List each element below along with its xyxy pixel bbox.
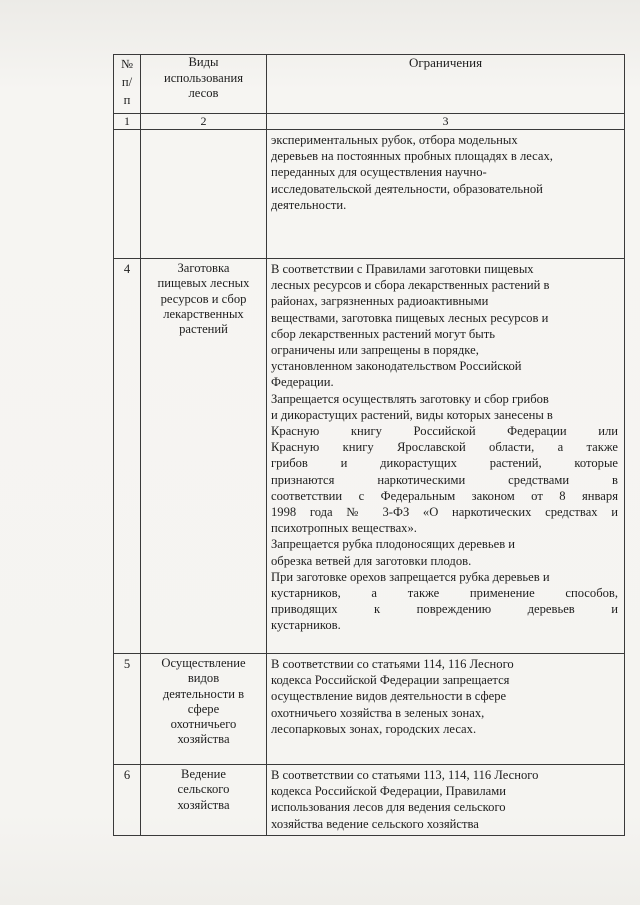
header-number: № п/ п — [114, 55, 141, 114]
row-kind — [141, 130, 267, 259]
column-number: 3 — [267, 114, 625, 130]
row-limits-text: экспериментальных рубок, отбора модельных деревьев на постоянных пробных площадях в лесах, переданных для осуществления научно- исследовательской деятельности, образовательной деятельности. — [267, 130, 625, 259]
column-number-row — [114, 114, 625, 130]
column-number: 1 — [114, 114, 141, 130]
table-header-row — [114, 55, 625, 114]
row-limits-text: В соответствии с Правилами заготовки пищевых лесных ресурсов и сбора лекарственных растений в районах, загрязненных радиоактивными веществами, заготовка пищевых лесных ресурсов и сбор лекарственных растений могут быть ограничены или запрещены в порядке, установленном законодательством Российской Федерации. Запрещается осуществлять заготовку и сбор грибов и дикорастущих растений, виды которых занесены в Красную книгу Российской Федерации или Красную книгу Ярославской области, а также грибов и дикорастущих растений, которые признаются наркотическими средствами в соответствии с Федеральным законом от 8 января 1998 года № 3-ФЗ «О наркотических средствах и психотропных веществах». Запрещается рубка плодоносящих деревьев и обрезка ветвей для заготовки плодов. При заготовке орехов запрещается рубка деревьев и кустарников, а также применение способов, приводящих к повреждению деревьев и кустарников. — [267, 259, 625, 654]
table-row — [114, 765, 625, 836]
row-kind: Заготовка пищевых лесных ресурсов и сбор лекарственных растений — [141, 259, 267, 654]
header-kind: Виды использования лесов — [141, 55, 267, 114]
table-row — [114, 259, 625, 654]
row-number: 6 — [114, 765, 141, 836]
row-number — [114, 130, 141, 259]
table-row — [114, 130, 625, 259]
row-number: 5 — [114, 654, 141, 765]
row-kind: Осуществление видов деятельности в сфере охотничьего хозяйства — [141, 654, 267, 765]
row-kind: Ведение сельского хозяйства — [141, 765, 267, 836]
row-number: 4 — [114, 259, 141, 654]
restrictions-table — [113, 54, 625, 836]
header-limits: Ограничения — [267, 55, 625, 114]
row-limits-text: В соответствии со статьями 114, 116 Лесного кодекса Российской Федерации запрещается осуществление видов деятельности в сфере охотничьего хозяйства в зеленых зонах, лесопарковых зонах, городских лесах. — [267, 654, 625, 765]
table-row — [114, 654, 625, 765]
column-number: 2 — [141, 114, 267, 130]
row-limits-text: В соответствии со статьями 113, 114, 116 Лесного кодекса Российской Федерации, Правилами использования лесов для ведения сельского хозяйства ведение сельского хозяйства — [267, 765, 625, 836]
